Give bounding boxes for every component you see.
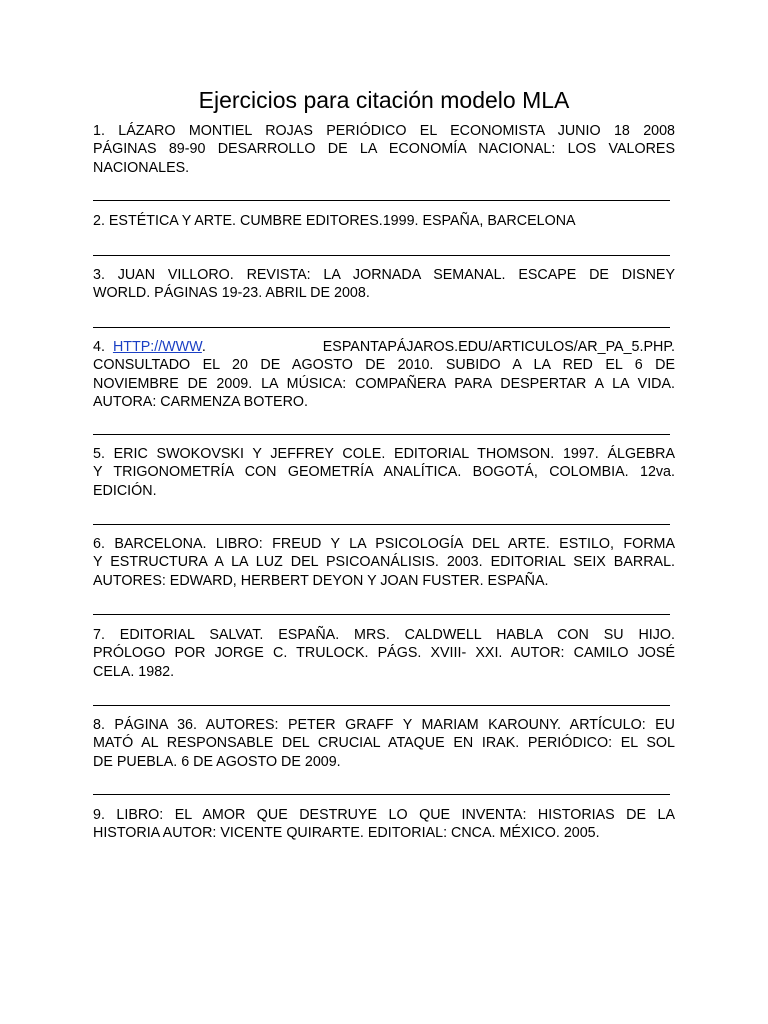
entry-line: 8. PÁGINA 36. AUTORES: PETER GRAFF Y MARIAM KAROUNY. ARTÍCULO: EU [93, 717, 675, 733]
entry-line: EDICIÓN. [93, 482, 157, 499]
entry-line: MATÓ AL RESPONSABLE DEL CRUCIAL ATAQUE EN IRAK. PERIÓDICO: EL SOL [93, 735, 675, 752]
citation-entry-2 [93, 212, 675, 230]
answer-line-4 [93, 434, 670, 435]
url-path: ESPANTAPÁJAROS.EDU/ARTICULOS/AR_PA_5.PHP. [322, 339, 675, 355]
entry-number: 4. [93, 339, 105, 355]
entry-line: CONSULTADO EL 20 DE AGOSTO DE 2010. SUBIDO A LA RED EL 6 DE [93, 357, 675, 374]
entry-line: 3. JUAN VILLORO. REVISTA: LA JORNADA SEMANAL. ESCAPE DE DISNEY [93, 267, 675, 283]
entry-line: DE PUEBLA. 6 DE AGOSTO DE 2009. [93, 753, 341, 770]
entry-line: CELA. 1982. [93, 663, 175, 680]
citation-entry-7 [93, 626, 675, 681]
entry-line: NOVIEMBRE DE 2009. LA MÚSICA: COMPAÑERA PARA DESPERTAR A LA VIDA. [93, 375, 675, 392]
entry-line: 1. LÁZARO MONTIEL ROJAS PERIÓDICO EL ECONOMISTA JUNIO 18 2008 [93, 123, 675, 139]
answer-line-7 [93, 705, 670, 706]
entry-line: AUTORES: EDWARD, HERBERT DEYON Y JOAN FUSTER. ESPAÑA. [93, 572, 549, 589]
entry-line: NACIONALES. [93, 159, 190, 176]
url-link[interactable]: HTTP://WWW [112, 339, 202, 355]
citation-entry-5 [93, 445, 675, 500]
entry-line: AUTORA: CARMENZA BOTERO. [93, 393, 309, 410]
citation-entry-9 [93, 806, 675, 843]
citation-entry-4 [93, 338, 675, 411]
citation-entry-3 [93, 266, 675, 303]
entry-line [93, 338, 675, 356]
entry-line: PÁGINAS 89-90 DESARROLLO DE LA ECONOMÍA NACIONAL: LOS VALORES [93, 141, 675, 158]
entry-line: PRÓLOGO POR JORGE C. TRULOCK. PÁGS. XVIII- XXI. AUTOR: CAMILO JOSÉ [93, 645, 675, 662]
entry-line: 6. BARCELONA. LIBRO: FREUD Y LA PSICOLOGÍA DEL ARTE. ESTILO, FORMA [93, 536, 675, 552]
entry-line: 2. ESTÉTICA Y ARTE. CUMBRE EDITORES.1999. ESPAÑA, BARCELONA [93, 213, 576, 229]
answer-line-1 [93, 200, 670, 201]
answer-line-6 [93, 614, 670, 615]
url-period: . [201, 339, 206, 355]
entry-line: 9. LIBRO: EL AMOR QUE DESTRUYE LO QUE INVENTA: HISTORIAS DE LA [93, 807, 675, 823]
citation-entry-8 [93, 716, 675, 771]
entry-line: 7. EDITORIAL SALVAT. ESPAÑA. MRS. CALDWELL HABLA CON SU HIJO. [93, 627, 675, 643]
entry-line: Y ESTRUCTURA A LA LUZ DEL PSICOANÁLISIS. 2003. EDITORIAL SEIX BARRAL. [93, 554, 675, 571]
answer-line-2 [93, 255, 670, 256]
page-title: Ejercicios para citación modelo MLA [198, 87, 570, 113]
citation-entry-1 [93, 122, 675, 177]
entry-line: 5. ERIC SWOKOVSKI Y JEFFREY COLE. EDITORIAL THOMSON. 1997. ÁLGEBRA [93, 446, 675, 462]
entry-line: HISTORIA AUTOR: VICENTE QUIRARTE. EDITORIAL: CNCA. MÉXICO. 2005. [93, 825, 600, 842]
answer-line-3 [93, 327, 670, 328]
entry-line: Y TRIGONOMETRÍA CON GEOMETRÍA ANALÍTICA. BOGOTÁ, COLOMBIA. 12va. [93, 464, 675, 481]
entry-line: WORLD. PÁGINAS 19-23. ABRIL DE 2008. [93, 285, 370, 302]
answer-line-8 [93, 794, 670, 795]
answer-line-5 [93, 524, 670, 525]
citation-entry-6 [93, 535, 675, 590]
